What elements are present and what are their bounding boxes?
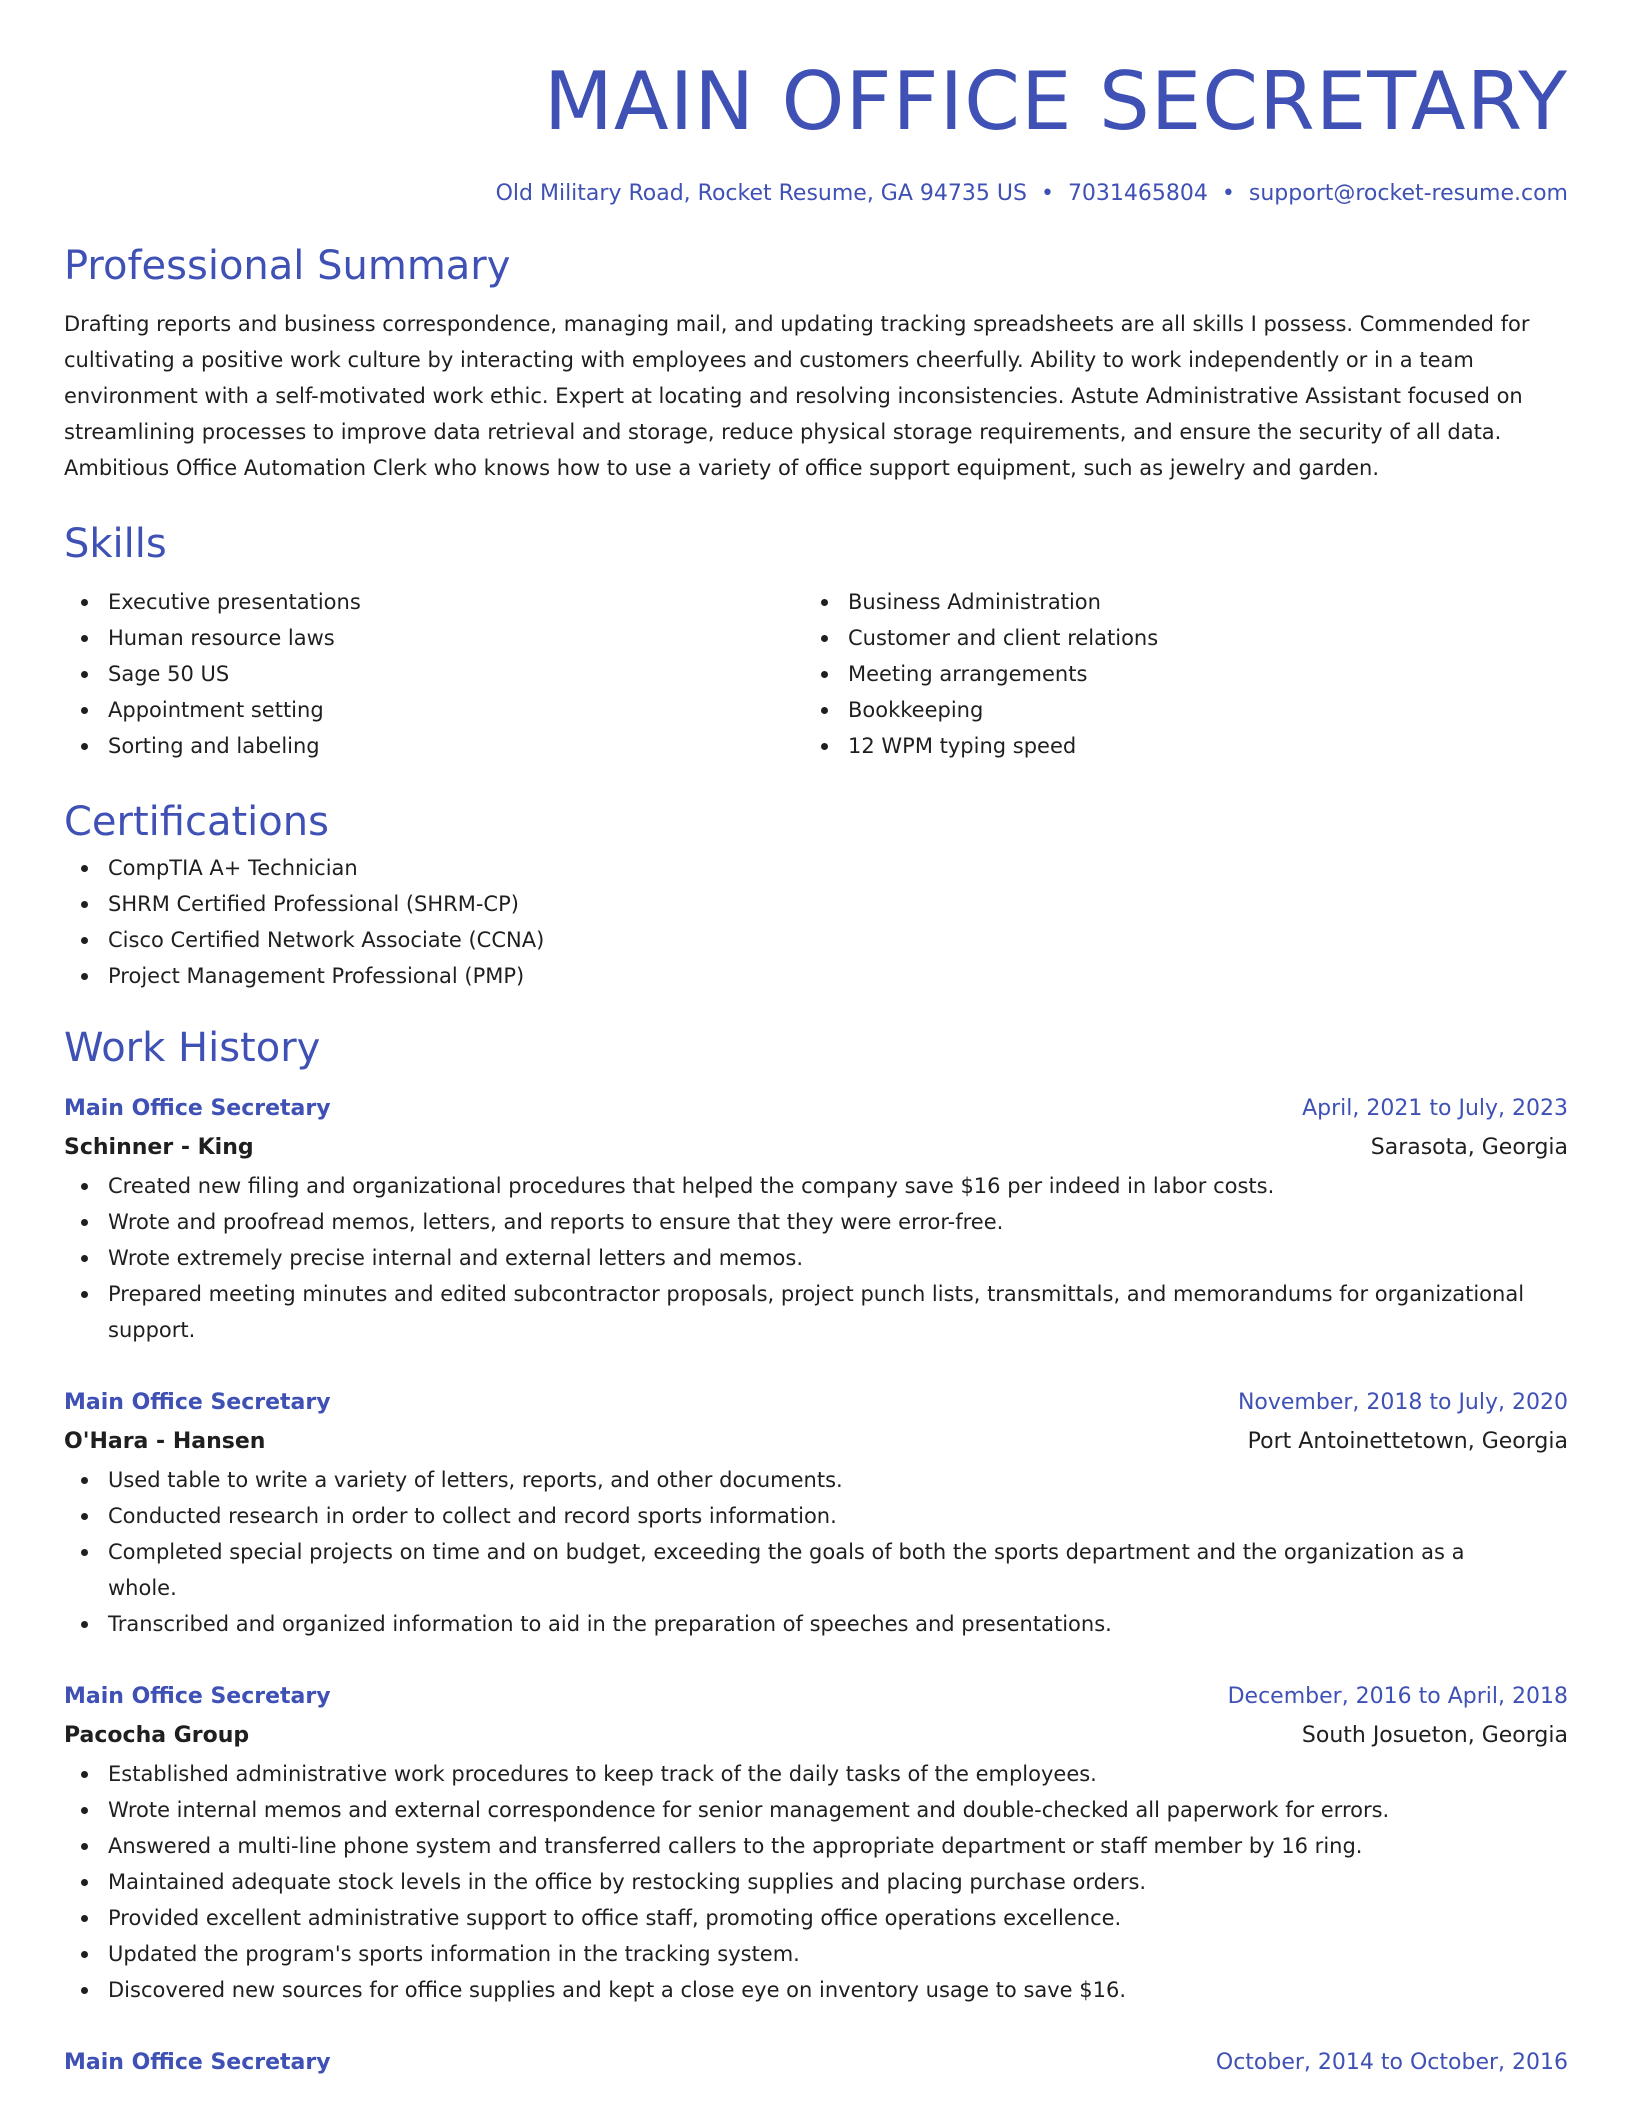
skill-item: Human resource laws bbox=[64, 620, 804, 656]
skill-item: Appointment setting bbox=[64, 692, 804, 728]
job-location: Port Antoinettetown, Georgia bbox=[1247, 1429, 1568, 1454]
job-title: Main Office Secretary bbox=[64, 2050, 331, 2075]
job-entry bbox=[64, 1384, 1568, 1642]
candidate-name: MAIN OFFICE SECRETARY bbox=[543, 55, 1568, 148]
job-company: Schinner - King bbox=[64, 1135, 254, 1160]
certification-item: Project Management Professional (PMP) bbox=[64, 958, 1568, 994]
job-bullet: Established administrative work procedures to keep track of the daily tasks of the employees. bbox=[64, 1756, 1568, 1792]
certification-item: Cisco Certified Network Associate (CCNA) bbox=[64, 922, 1568, 958]
skill-item: Customer and client relations bbox=[804, 620, 1544, 656]
summary-text: Drafting reports and business correspondence, managing mail, and updating tracking spreadsheets are all skills I possess. Commended for cultivating a positive work culture by interacting with employees and customers cheerfully. Ability to work independently or in a team environment with a self-motivated work ethic. Expert at locating and resolving inconsistencies. Astute Administrative Assistant focused on streamlining processes to improve data retrieval and storage, reduce physical storage requirements, and ensure the security of all data. Ambitious Office Automation Clerk who knows how to use a variety of office support equipment, such as jewelry and garden. bbox=[64, 312, 1530, 480]
skill-item: Bookkeeping bbox=[804, 692, 1544, 728]
contact-email[interactable]: support@rocket-resume.com bbox=[1248, 181, 1568, 206]
skill-item: Meeting arrangements bbox=[804, 656, 1544, 692]
job-title-row bbox=[64, 2044, 1568, 2082]
job-dates: November, 2018 to July, 2020 bbox=[1237, 1390, 1568, 1415]
job-bullets bbox=[64, 1168, 1568, 1348]
job-title: Main Office Secretary bbox=[64, 1096, 331, 1121]
job-bullets bbox=[64, 1756, 1568, 2008]
job-company: O'Hara - Hansen bbox=[64, 1429, 266, 1454]
skill-item: Sorting and labeling bbox=[64, 728, 804, 764]
job-bullet: Maintained adequate stock levels in the office by restocking supplies and placing purchase orders. bbox=[64, 1864, 1568, 1900]
section-title-summary: Professional Summary bbox=[64, 243, 511, 289]
job-bullet: Transcribed and organized information to aid in the preparation of speeches and presentations. bbox=[64, 1606, 1568, 1642]
section-title-skills: Skills bbox=[64, 521, 167, 567]
job-title-row bbox=[64, 1384, 1568, 1422]
job-bullet: Answered a multi-line phone system and transferred callers to the appropriate department or staff member by 16 ring. bbox=[64, 1828, 1568, 1864]
job-company-row bbox=[64, 1422, 1568, 1462]
job-dates: April, 2021 to July, 2023 bbox=[1302, 1096, 1568, 1121]
skill-item: Executive presentations bbox=[64, 584, 804, 620]
contact-separator: • bbox=[1040, 181, 1054, 206]
job-title: Main Office Secretary bbox=[64, 1390, 331, 1415]
skills-list-right bbox=[804, 584, 1544, 764]
job-bullet: Updated the program's sports information in the tracking system. bbox=[64, 1936, 1568, 1972]
job-bullet: Wrote extremely precise internal and external letters and memos. bbox=[64, 1240, 1568, 1276]
job-title-row bbox=[64, 1090, 1568, 1128]
section-title-work-history: Work History bbox=[64, 1025, 321, 1071]
job-title: Main Office Secretary bbox=[64, 1684, 331, 1709]
skills-column-right bbox=[804, 584, 1544, 764]
skills-column-left bbox=[64, 584, 804, 764]
job-title-row bbox=[64, 1678, 1568, 1716]
skills-list-left bbox=[64, 584, 804, 764]
job-company: Pacocha Group bbox=[64, 1723, 250, 1748]
job-bullet: Completed special projects on time and on budget, exceeding the goals of both the sports department and the organization as a whole. bbox=[64, 1534, 1568, 1606]
job-bullet: Used table to write a variety of letters, reports, and other documents. bbox=[64, 1462, 1568, 1498]
job-company-row bbox=[64, 1128, 1568, 1168]
contact-separator: • bbox=[1221, 181, 1235, 206]
job-bullet: Discovered new sources for office supplies and kept a close eye on inventory usage to save $16. bbox=[64, 1972, 1568, 2008]
skill-item: 12 WPM typing speed bbox=[804, 728, 1544, 764]
job-location: Sarasota, Georgia bbox=[1370, 1135, 1568, 1160]
job-dates: December, 2016 to April, 2018 bbox=[1227, 1684, 1568, 1709]
job-entry bbox=[64, 1678, 1568, 2008]
job-bullet: Provided excellent administrative support to office staff, promoting office operations excellence. bbox=[64, 1900, 1568, 1936]
section-title-certifications: Certifications bbox=[64, 799, 329, 845]
contact-line bbox=[64, 178, 1568, 210]
job-dates: October, 2014 to October, 2016 bbox=[1215, 2050, 1568, 2075]
certifications-list bbox=[64, 850, 1568, 994]
job-bullet: Created new filing and organizational procedures that helped the company save $16 per indeed in labor costs. bbox=[64, 1168, 1568, 1204]
job-bullet: Conducted research in order to collect and record sports information. bbox=[64, 1498, 1568, 1534]
contact-phone[interactable]: 7031465804 bbox=[1067, 181, 1208, 206]
job-entry bbox=[64, 1090, 1568, 1348]
job-company-row bbox=[64, 1716, 1568, 1756]
job-bullet: Prepared meeting minutes and edited subcontractor proposals, project punch lists, transmittals, and memorandums for organizational support. bbox=[64, 1276, 1568, 1348]
job-bullets bbox=[64, 1462, 1568, 1642]
skill-item: Business Administration bbox=[804, 584, 1544, 620]
contact-address: Old Military Road, Rocket Resume, GA 94735 US bbox=[495, 181, 1027, 206]
job-bullet: Wrote internal memos and external correspondence for senior management and double-checked all paperwork for errors. bbox=[64, 1792, 1568, 1828]
job-location: South Josueton, Georgia bbox=[1301, 1723, 1568, 1748]
job-entry bbox=[64, 2044, 1568, 2082]
certification-item: CompTIA A+ Technician bbox=[64, 850, 1568, 886]
certification-item: SHRM Certified Professional (SHRM-CP) bbox=[64, 886, 1568, 922]
job-bullet: Wrote and proofread memos, letters, and reports to ensure that they were error-free. bbox=[64, 1204, 1568, 1240]
skills-grid bbox=[64, 584, 1568, 764]
resume-header bbox=[64, 50, 1568, 210]
skill-item: Sage 50 US bbox=[64, 656, 804, 692]
